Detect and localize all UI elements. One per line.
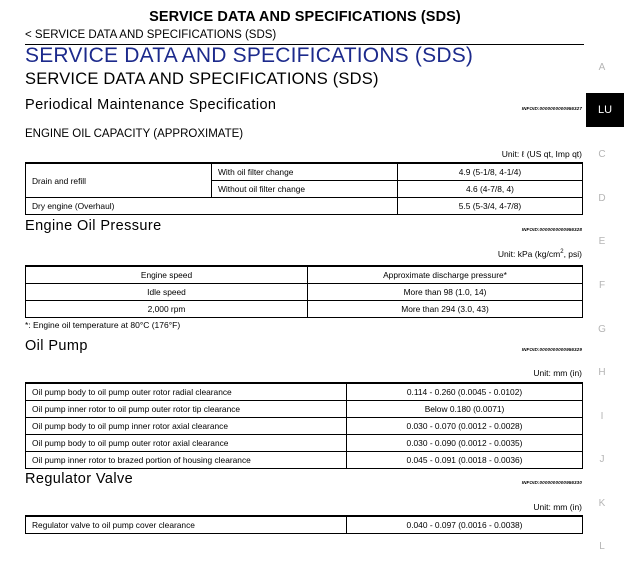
side-index-j[interactable]: J [599, 454, 605, 465]
table-row [26, 401, 583, 418]
table-cell: Below 0.180 (0.0071) [347, 401, 583, 418]
breadcrumb[interactable]: < SERVICE DATA AND SPECIFICATIONS (SDS) [25, 29, 277, 41]
table-cell: Oil pump inner rotor to oil pump outer rotor tip clearance [26, 401, 347, 418]
table-cell: Oil pump body to oil pump outer rotor axial clearance [26, 435, 347, 452]
section-title-periodical: Periodical Maintenance Specification [25, 97, 277, 113]
main-title: SERVICE DATA AND SPECIFICATIONS (SDS) [25, 44, 474, 67]
table-cell: 4.9 (5-1/8, 4-1/4) [398, 163, 583, 181]
table-cell: 5.5 (5-3/4, 4-7/8) [398, 198, 583, 215]
oil-pump-table [25, 382, 583, 469]
table-cell: Dry engine (Overhaul) [26, 198, 398, 215]
page-heading: SERVICE DATA AND SPECIFICATIONS (SDS) [149, 9, 461, 25]
sub-title: SERVICE DATA AND SPECIFICATIONS (SDS) [25, 70, 379, 88]
table-cell: Regulator valve to oil pump cover clearance [26, 516, 347, 534]
info-id: INFOID:0000000000956327 [521, 106, 582, 111]
table-row [26, 516, 583, 534]
table-row [26, 435, 583, 452]
table-cell: 0.114 - 0.260 (0.0045 - 0.0102) [347, 383, 583, 401]
table-row [26, 383, 583, 401]
info-id: INFOID:0000000000956330 [521, 480, 582, 485]
unit-label: Unit: kPa ($kg/cm^2$, psi) [497, 249, 582, 259]
side-index-h[interactable]: H [598, 367, 606, 378]
regulator-valve-table [25, 515, 583, 534]
side-index-lu-active[interactable]: LU [586, 93, 624, 127]
oil-pressure-table [25, 265, 583, 318]
footnote: *: Engine oil temperature at 80°C (176°F) [25, 320, 181, 330]
table-cell: Oil pump body to oil pump outer rotor radial clearance [26, 383, 347, 401]
info-id: INFOID:0000000000956328 [521, 227, 582, 232]
section-title-oil-pump: Oil Pump [25, 338, 88, 354]
side-index-c[interactable]: C [598, 149, 606, 160]
table-cell: 0.040 - 0.097 (0.0016 - 0.0038) [347, 516, 583, 534]
side-index-f[interactable]: F [598, 280, 606, 291]
table-cell: 2,000 rpm [26, 301, 308, 318]
info-id: INFOID:0000000000956329 [521, 347, 582, 352]
side-index-a[interactable]: A [598, 62, 606, 73]
section-title-regulator-valve: Regulator Valve [25, 471, 134, 487]
table-row [26, 452, 583, 469]
column-header: Approximate discharge pressure* [308, 266, 583, 284]
table-cell: More than 98 (1.0, 14) [308, 284, 583, 301]
oil-capacity-label: ENGINE OIL CAPACITY (APPROXIMATE) [25, 128, 244, 140]
oil-capacity-table [25, 162, 583, 215]
table-cell: Idle speed [26, 284, 308, 301]
side-index-g[interactable]: G [598, 324, 606, 335]
table-cell: 0.030 - 0.070 (0.0012 - 0.0028) [347, 418, 583, 435]
side-index-k[interactable]: K [598, 498, 606, 509]
table-row [26, 301, 583, 318]
table-cell: 0.030 - 0.090 (0.0012 - 0.0035) [347, 435, 583, 452]
column-header: Engine speed [26, 266, 308, 284]
table-cell: Oil pump body to oil pump inner rotor axial clearance [26, 418, 347, 435]
table-cell: Oil pump inner rotor to brazed portion of housing clearance [26, 452, 347, 469]
table-cell: 0.045 - 0.091 (0.0018 - 0.0036) [347, 452, 583, 469]
table-row [26, 163, 583, 181]
unit-label: Unit: mm (in) [533, 368, 582, 378]
table-header-row [26, 266, 583, 284]
table-row [26, 418, 583, 435]
table-cell: Without oil filter change [212, 181, 398, 198]
table-row [26, 284, 583, 301]
unit-label: Unit: mm (in) [533, 502, 582, 512]
table-row [26, 198, 583, 215]
unit-label: Unit: ℓ (US qt, Imp qt) [501, 149, 582, 159]
side-index-e[interactable]: E [598, 236, 606, 247]
table-cell: 4.6 (4-7/8, 4) [398, 181, 583, 198]
side-index-i[interactable]: I [600, 411, 604, 422]
table-cell: Drain and refill [26, 163, 212, 198]
side-index-d[interactable]: D [598, 193, 606, 204]
side-index-l[interactable]: L [599, 541, 605, 552]
section-title-oil-pressure: Engine Oil Pressure [25, 218, 162, 234]
table-cell: More than 294 (3.0, 43) [308, 301, 583, 318]
table-cell: With oil filter change [212, 163, 398, 181]
